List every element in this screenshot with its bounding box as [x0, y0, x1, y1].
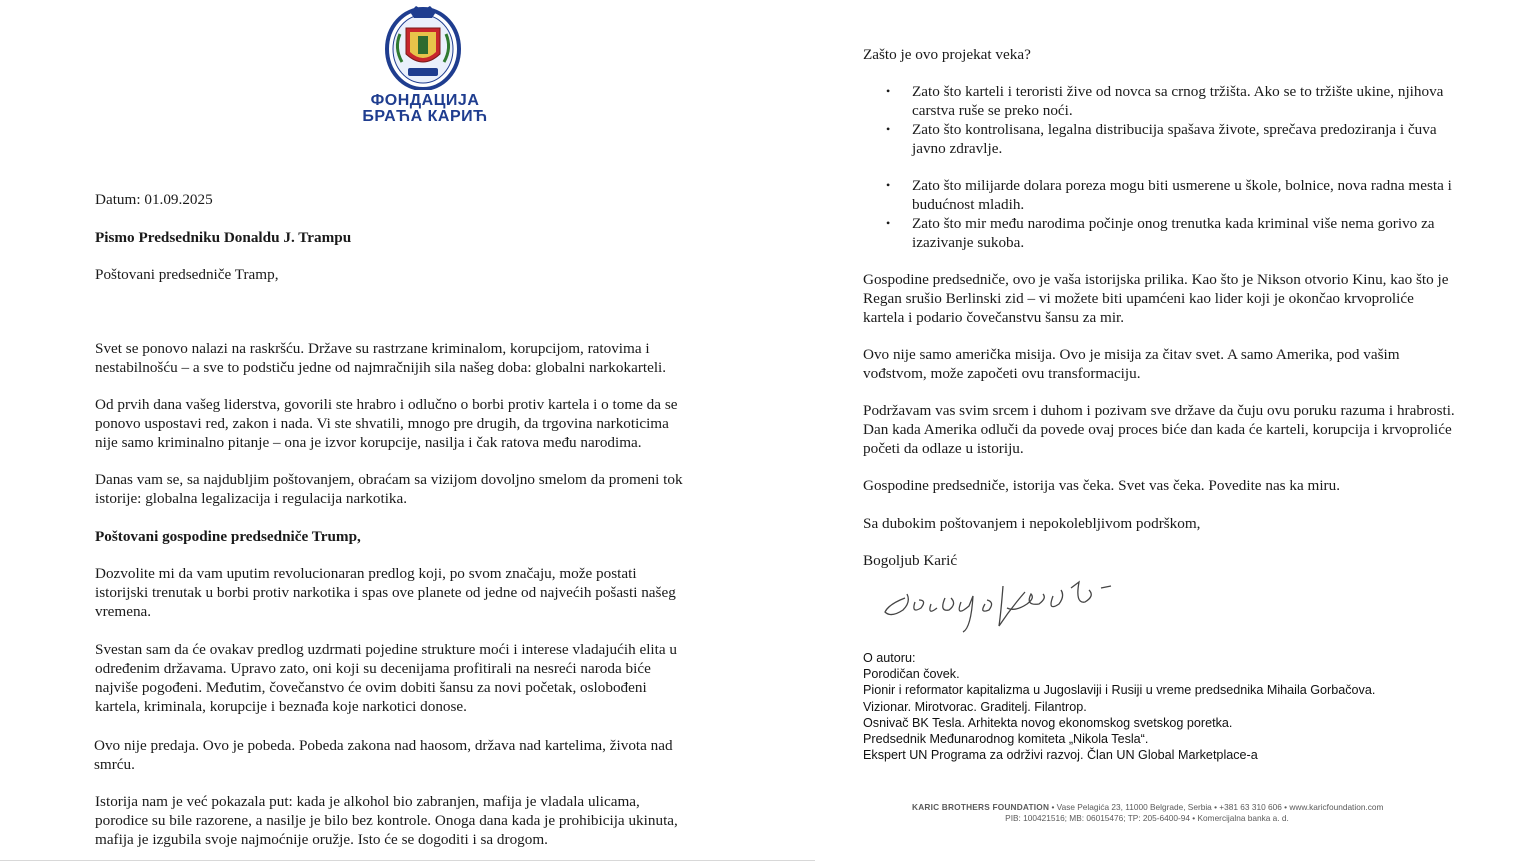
letter-title: Pismo Predsedniku Donaldu J. Trampu — [95, 229, 352, 246]
author-line: Ekspert UN Programa za održivi razvoj. Član UN Global Marketplace-a — [863, 748, 1258, 763]
reasons-list-a — [890, 82, 1490, 158]
text-line: kartela, kriminala, korupcije i beznađa koje narkotici donose. — [95, 698, 467, 715]
list-item — [890, 214, 1490, 252]
text-line: Danas vam se, sa najdubljim poštovanjem, obraćam sa vizijom dovoljno smelom da promeni tok — [95, 471, 683, 488]
footer-address: • Vase Pelagića 23, 11000 Belgrade, Serbia • +381 63 310 606 • www.karicfoundation.com — [1049, 802, 1384, 812]
letter-subheading: Poštovani gospodine predsedniče Trump, — [95, 528, 361, 545]
list-item — [890, 176, 1490, 214]
author-line: Osnivač BK Tesla. Arhitekta novog ekonomskog svetskog poretka. — [863, 715, 1233, 730]
footer-registry: PIB: 100421516; MB: 06015476; TP: 205-6400-94 • Komercijalna banka a. d. — [1005, 813, 1289, 823]
text-line: Ovo nije predaja. Ovo je pobeda. Pobeda zakona nad haosom, država nad kartelima, života nad — [94, 737, 673, 754]
author-line: Porodičan čovek. — [863, 667, 960, 682]
text-line: vremena. — [95, 603, 152, 620]
list-item — [890, 82, 1490, 120]
text-line: Gospodine predsedniče, istorija vas čeka. Svet vas čeka. Povedite nas ka miru. — [863, 477, 1341, 494]
paragraph-leadership — [95, 395, 677, 452]
text-line: ponovo uspostavi red, zakon i nada. Vi ste shvatili, mnogo pre drugih, da trgovina narkoticima — [95, 415, 669, 432]
text-line: Dan kada Amerika odluči da povede ovaj proces biće dan kada će karteli, korupcija i krvoproliće — [863, 421, 1452, 438]
text-line: Ovo nije samo američka misija. Ovo je misija za čitav svet. A samo Amerika, pod vašim — [863, 346, 1400, 363]
letter-date: Datum: 01.09.2025 — [95, 191, 213, 208]
letter-closing: Sa dubokim poštovanjem i nepokolebljivom podrškom, — [863, 515, 1201, 532]
text-line: Istorija nam je već pokazala put: kada je alkohol bio zabranjen, mafija je vladala ulicama, — [95, 793, 640, 810]
paragraph-crossroads — [95, 339, 666, 377]
text-line: • Zato što milijarde dolara poreza mogu biti usmerene u škole, bolnice, nova radna mesta i — [912, 177, 1452, 194]
paragraph-support — [863, 401, 1455, 458]
author-line: Pionir i reformator kapitalizma u Jugoslaviji i Rusiji u vreme predsednika Mihaila Gorbačova. — [863, 683, 1376, 698]
foundation-name-line1: ФОНДАЦИЈА — [370, 92, 480, 109]
author-bio — [863, 650, 1375, 763]
text-line: Dozvolite mi da vam uputim revolucionaran predlog koji, po svom značaju, može postati — [95, 565, 637, 582]
paragraph-history — [95, 792, 678, 849]
text-line: Gospodine predsedniče, ovo je vaša istorijska prilika. Kao što je Nikson otvorio Kinu, kao što je — [863, 271, 1449, 288]
paragraph-mission — [863, 345, 1400, 383]
text-line: Svestan sam da će ovakav predlog uzdrmati pojedine strukture moći i interese vladajućih elita u — [95, 641, 677, 658]
author-heading: O autoru: — [863, 651, 916, 665]
author-line: Vizionar. Mirotvorac. Graditelj. Filantrop. — [863, 699, 1087, 714]
letter-page-right — [830, 0, 1528, 863]
text-line: carstva ruše se preko noći. — [912, 102, 1073, 119]
letterhead-footer — [912, 802, 1382, 824]
text-line: najviše pogođeni. Međutim, čovečanstvo će ovim dobiti šansu za novi početak, oslobođeni — [95, 679, 647, 696]
paragraph-opportunity — [863, 270, 1448, 327]
author-line: Predsednik Međunarodnog komiteta „Nikola Tesla“. — [863, 732, 1149, 747]
text-line: Regan srušio Berlinski zid – vi možete biti upamćeni kao lider koji je okončao krvoproliće — [863, 290, 1414, 307]
foundation-name — [330, 93, 520, 125]
paragraph-victory — [94, 736, 673, 774]
signer-name: Bogoljub Karić — [863, 552, 958, 569]
text-line: nestabilnošću – a sve to podstiču jedne od najmračnijih sila našeg doba: globalni narkokarteli. — [95, 359, 667, 376]
project-question: Zašto je ovo projekat veka? — [863, 46, 1031, 63]
handwritten-signature — [875, 568, 1145, 638]
coat-of-arms-crest-icon — [380, 4, 466, 90]
reasons-list-b — [890, 176, 1490, 252]
text-line: istorijski trenutak u borbi protiv narkotika i spas ove planete od jedne od najvećih pošasti našeg — [95, 584, 676, 601]
list-item — [890, 120, 1490, 158]
text-line: vođstvom, može započeti ovu transformaciju. — [863, 365, 1141, 382]
page-divider — [0, 860, 815, 861]
text-line: • Zato što karteli i teroristi žive od novca sa crnog tržišta. Ako se to tržište ukine, njihova — [912, 83, 1444, 100]
text-line: početi da odlaze u istoriju. — [863, 440, 1024, 457]
text-line: • Zato što mir među narodima počinje onog trenutka kada kriminal više nema gorivo za — [912, 215, 1435, 232]
text-line: Svet se ponovo nalazi na raskršću. Države su rastrzane kriminalom, korupcijom, ratovima i — [95, 340, 650, 357]
letter-greeting: Poštovani predsedniče Tramp, — [95, 266, 279, 283]
foundation-name-line2: БРАЋА КАРИЋ — [362, 108, 488, 125]
text-line: kartela i podario čovečanstvu šansu za mir. — [863, 309, 1125, 326]
text-line: mafija je izgubila svoje najmoćnije oružje. Isto će se dogoditi i sa drogom. — [95, 831, 548, 848]
footer-brand: KARIC BROTHERS FOUNDATION — [912, 802, 1050, 812]
paragraph-vision — [95, 470, 683, 508]
paragraph-call — [863, 476, 1340, 495]
text-line: Podržavam vas svim srcem i duhom i pozivam sve države da čuju ovu poruku razuma i hrabrosti. — [863, 402, 1455, 419]
text-line: javno zdravlje. — [912, 140, 1003, 157]
text-line: istorije: globalna legalizacija i regulacija narkotika. — [95, 490, 408, 507]
text-line: porodice su bile razorene, a nasilje je bilo bez kontrole. Onoga dana kada je prohibicija ukinuta, — [95, 812, 678, 829]
text-line: Od prvih dana vašeg liderstva, govorili ste hrabro i odlučno o borbi protiv kartela i o tome da se — [95, 396, 678, 413]
text-line: smrću. — [94, 756, 135, 773]
footer-address-line — [912, 802, 1382, 813]
paragraph-proposal — [95, 564, 676, 621]
text-line: • Zato što kontrolisana, legalna distribucija spašava živote, sprečava predoziranja i čuva — [912, 121, 1437, 138]
text-line: izazivanje sukoba. — [912, 234, 1025, 251]
text-line: nije samo kriminalno pitanje – ona je izvor korupcije, nasilja i čak ratova među narodima. — [95, 434, 642, 451]
text-line: određenim državama. Upravo zato, oni koji su decenijama profitirali na nesreći naroda biće — [95, 660, 651, 677]
text-line: budućnost mladih. — [912, 196, 1025, 213]
paragraph-elites — [95, 640, 677, 716]
